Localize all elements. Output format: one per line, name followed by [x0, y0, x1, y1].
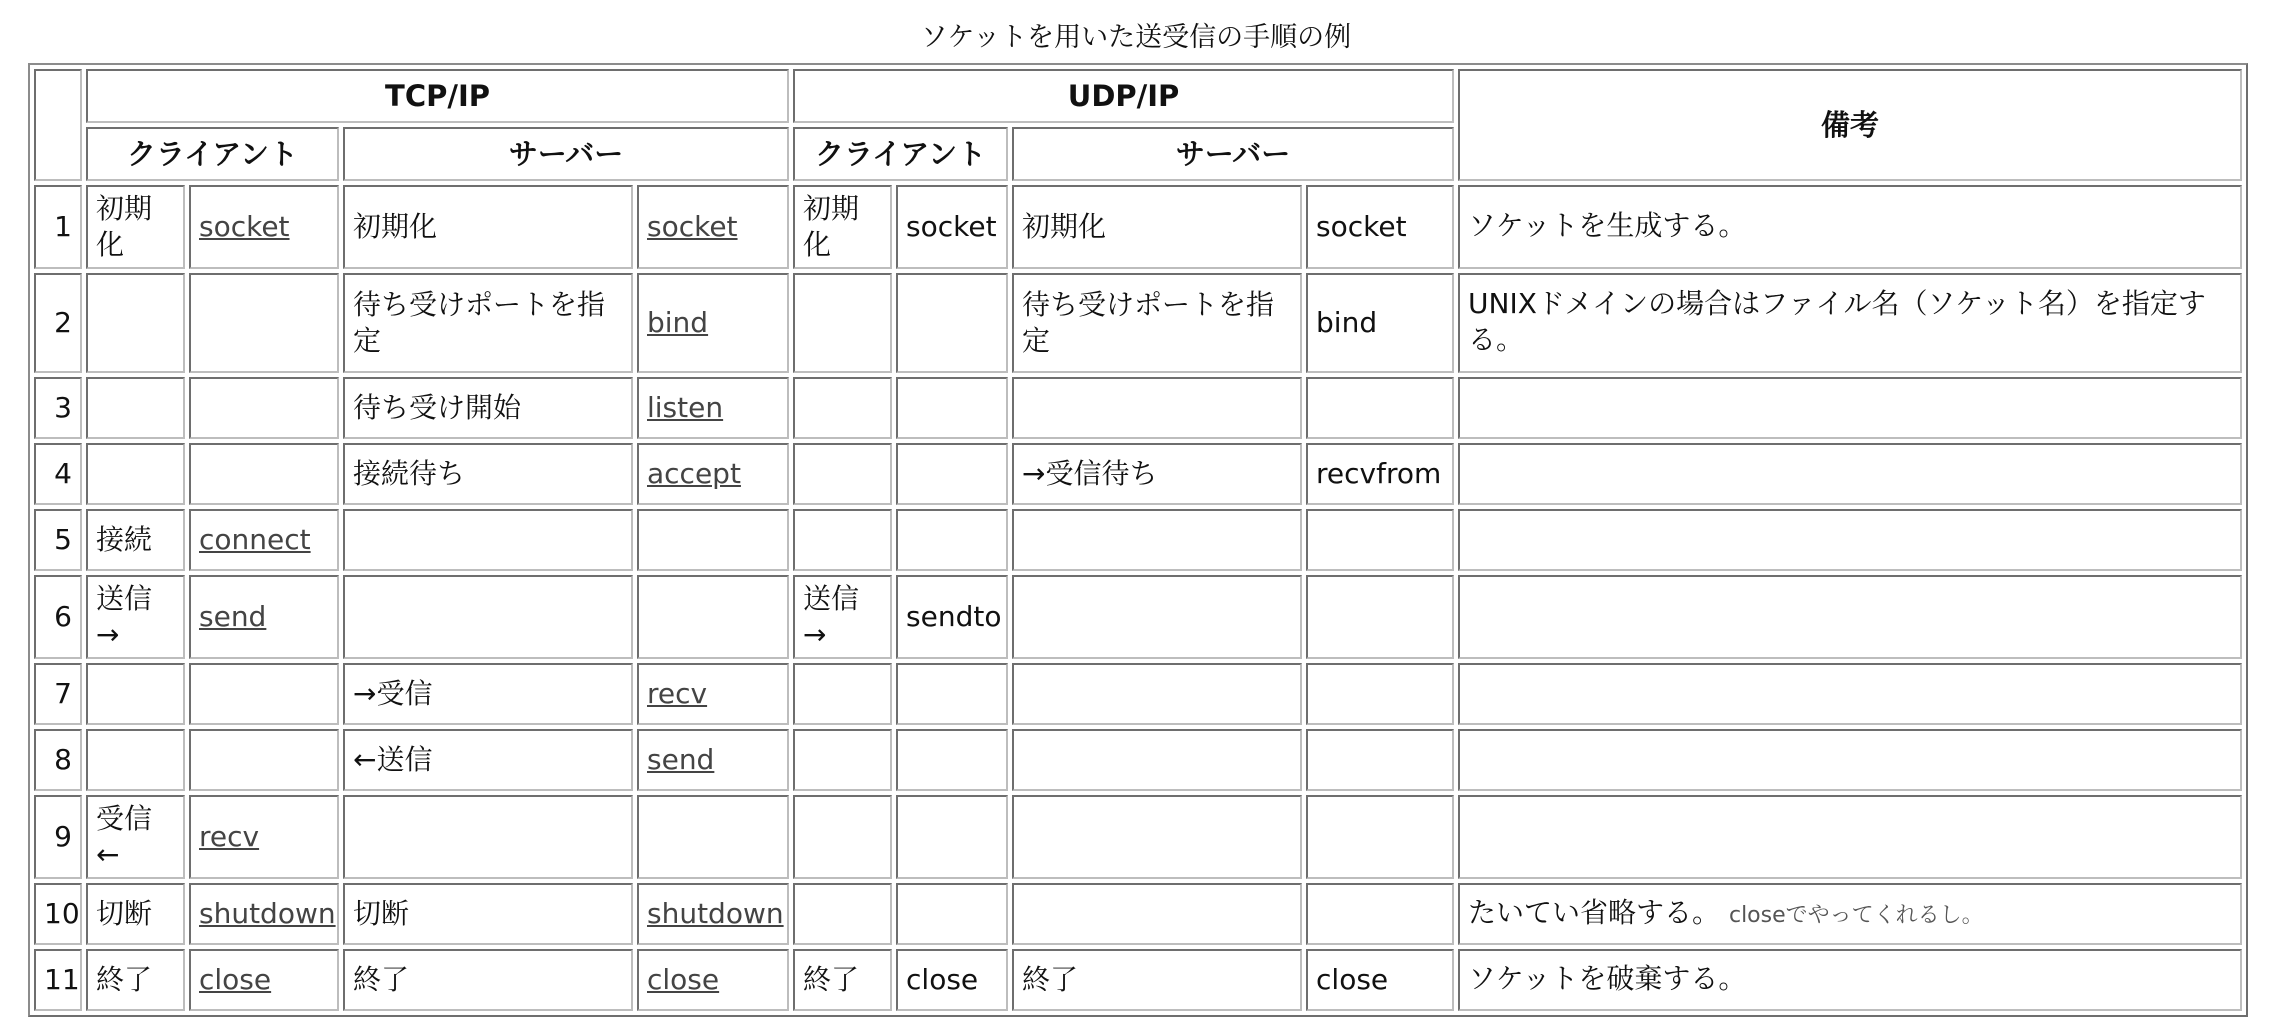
udp-client-function	[896, 663, 1008, 725]
tcp-client-function-link[interactable]: recv	[199, 820, 260, 853]
udp-client-function: close	[896, 949, 1008, 1011]
tcp-client-step	[86, 663, 185, 725]
tcp-client-step: 初期化	[86, 185, 185, 269]
tcp-client-step: 受信←	[86, 795, 185, 879]
tcp-client-step	[86, 377, 185, 439]
tcp-client-function	[189, 883, 339, 945]
remarks-cell	[1458, 273, 2242, 373]
udp-server-function	[1306, 575, 1454, 659]
udp-server-function	[1306, 883, 1454, 945]
udp-client-step	[793, 883, 892, 945]
remarks-text: たいてい省略する。	[1468, 895, 1721, 929]
tcp-client-function-link[interactable]: socket	[199, 210, 290, 243]
udp-server-step	[1012, 663, 1302, 725]
udp-client-step: 送信→	[793, 575, 892, 659]
tcp-server-step	[343, 795, 633, 879]
tcp-server-function	[637, 377, 789, 439]
udp-client-function	[896, 377, 1008, 439]
tcp-client-step: 終了	[86, 949, 185, 1011]
tcp-client-function	[189, 185, 339, 269]
table-row	[34, 795, 2242, 879]
udp-server-function: socket	[1306, 185, 1454, 269]
udp-client-step: 初期化	[793, 185, 892, 269]
tcp-client-step	[86, 273, 185, 373]
udp-client-step	[793, 443, 892, 505]
table-row	[34, 883, 2242, 945]
udp-server-function	[1306, 729, 1454, 791]
socket-procedure-table	[28, 63, 2248, 1017]
table-row	[34, 729, 2242, 791]
udp-client-function: sendto	[896, 575, 1008, 659]
step-number: 2	[34, 273, 82, 373]
tcp-server-function-link[interactable]: accept	[647, 457, 741, 490]
tcp-client-function-link[interactable]: send	[199, 600, 267, 633]
tcp-client-step	[86, 443, 185, 505]
udp-server-header: サーバー	[1012, 127, 1454, 181]
tcp-server-function-link[interactable]: close	[647, 963, 720, 996]
udp-server-function	[1306, 509, 1454, 571]
tcp-server-step	[343, 575, 633, 659]
tcp-client-function	[189, 663, 339, 725]
tcp-server-header: サーバー	[343, 127, 789, 181]
tcp-server-function	[637, 883, 789, 945]
tcp-server-function-link[interactable]: socket	[647, 210, 738, 243]
udp-client-function	[896, 729, 1008, 791]
tcp-server-function	[637, 949, 789, 1011]
udp-server-function: close	[1306, 949, 1454, 1011]
step-number: 4	[34, 443, 82, 505]
udp-client-function	[896, 273, 1008, 373]
udp-server-step: 待ち受けポートを指定	[1012, 273, 1302, 373]
udp-server-function	[1306, 795, 1454, 879]
remarks-cell	[1458, 663, 2242, 725]
tcp-client-header: クライアント	[86, 127, 339, 181]
udp-server-step: 終了	[1012, 949, 1302, 1011]
tcp-header: TCP/IP	[86, 69, 789, 123]
table-row	[34, 273, 2242, 373]
tcp-client-function	[189, 273, 339, 373]
step-number: 9	[34, 795, 82, 879]
tcp-server-step: 初期化	[343, 185, 633, 269]
udp-client-function: socket	[896, 185, 1008, 269]
table-row	[34, 185, 2242, 269]
tcp-server-function	[637, 273, 789, 373]
udp-client-step	[793, 509, 892, 571]
step-number: 6	[34, 575, 82, 659]
table-row	[34, 663, 2242, 725]
step-number: 10	[34, 883, 82, 945]
remarks-cell	[1458, 443, 2242, 505]
tcp-server-step: 待ち受けポートを指定	[343, 273, 633, 373]
udp-server-step	[1012, 575, 1302, 659]
remarks-cell	[1458, 509, 2242, 571]
remarks-text: ソケットを破棄する。	[1468, 961, 1747, 995]
tcp-server-function-link[interactable]: recv	[647, 677, 708, 710]
remarks-cell	[1458, 575, 2242, 659]
udp-client-step	[793, 663, 892, 725]
tcp-client-function	[189, 949, 339, 1011]
remarks-text: ソケットを生成する。	[1468, 208, 1747, 242]
udp-server-step: →受信待ち	[1012, 443, 1302, 505]
udp-client-step	[793, 377, 892, 439]
udp-client-step	[793, 273, 892, 373]
tcp-server-step	[343, 509, 633, 571]
udp-client-header: クライアント	[793, 127, 1008, 181]
udp-server-function	[1306, 663, 1454, 725]
table-row	[34, 509, 2242, 571]
step-number: 7	[34, 663, 82, 725]
step-number: 3	[34, 377, 82, 439]
tcp-client-function	[189, 443, 339, 505]
tcp-server-function	[637, 575, 789, 659]
tcp-client-function	[189, 377, 339, 439]
udp-server-step	[1012, 883, 1302, 945]
table-row	[34, 949, 2242, 1011]
step-number: 5	[34, 509, 82, 571]
tcp-client-step: 接続	[86, 509, 185, 571]
udp-server-step	[1012, 509, 1302, 571]
udp-client-step	[793, 795, 892, 879]
remarks-cell	[1458, 729, 2242, 791]
tcp-server-step: 終了	[343, 949, 633, 1011]
udp-header: UDP/IP	[793, 69, 1454, 123]
table-row	[34, 575, 2242, 659]
table-row	[34, 443, 2242, 505]
udp-client-function	[896, 795, 1008, 879]
tcp-server-function	[637, 509, 789, 571]
remarks-text: UNIXドメインの場合はファイル名（ソケット名）を指定する。	[1468, 286, 2206, 356]
tcp-server-function-link[interactable]: listen	[647, 391, 724, 424]
remarks-cell	[1458, 185, 2242, 269]
udp-server-step	[1012, 729, 1302, 791]
table-row	[34, 377, 2242, 439]
corner-header-cell	[34, 69, 82, 181]
tcp-server-step: →受信	[343, 663, 633, 725]
tcp-client-step: 切断	[86, 883, 185, 945]
tcp-server-function	[637, 185, 789, 269]
tcp-server-function	[637, 795, 789, 879]
step-number: 8	[34, 729, 82, 791]
tcp-client-function-link[interactable]: shutdown	[199, 897, 336, 930]
udp-server-step	[1012, 795, 1302, 879]
udp-client-function	[896, 509, 1008, 571]
udp-client-step	[793, 729, 892, 791]
tcp-client-function	[189, 729, 339, 791]
tcp-server-function-link[interactable]: shutdown	[647, 897, 784, 930]
tcp-server-function-link[interactable]: send	[647, 743, 715, 776]
udp-client-function	[896, 443, 1008, 505]
remarks-cell	[1458, 883, 2242, 945]
tcp-server-function	[637, 443, 789, 505]
tcp-client-step: 送信→	[86, 575, 185, 659]
udp-server-step: 初期化	[1012, 185, 1302, 269]
udp-server-function: recvfrom	[1306, 443, 1454, 505]
tcp-server-function-link[interactable]: bind	[647, 306, 709, 339]
remarks-header: 備考	[1458, 69, 2242, 181]
tcp-client-function	[189, 575, 339, 659]
remarks-small-text: closeでやってくれるし。	[1728, 902, 1984, 928]
udp-server-function	[1306, 377, 1454, 439]
tcp-server-step: 待ち受け開始	[343, 377, 633, 439]
table-body	[34, 185, 2242, 1011]
remarks-cell	[1458, 377, 2242, 439]
remarks-cell	[1458, 795, 2242, 879]
tcp-server-step: ←送信	[343, 729, 633, 791]
tcp-server-function	[637, 663, 789, 725]
udp-server-function: bind	[1306, 273, 1454, 373]
tcp-server-step: 接続待ち	[343, 443, 633, 505]
udp-client-step: 終了	[793, 949, 892, 1011]
tcp-server-function	[637, 729, 789, 791]
table-container	[28, 63, 2244, 1017]
tcp-server-step: 切断	[343, 883, 633, 945]
step-number: 11	[34, 949, 82, 1011]
tcp-client-function-link[interactable]: connect	[199, 523, 311, 556]
udp-client-function	[896, 883, 1008, 945]
udp-server-step	[1012, 377, 1302, 439]
tcp-client-function	[189, 509, 339, 571]
tcp-client-step	[86, 729, 185, 791]
tcp-client-function-link[interactable]: close	[199, 963, 272, 996]
table-caption: ソケットを用いた送受信の手順の例	[920, 22, 1352, 53]
step-number: 1	[34, 185, 82, 269]
remarks-cell	[1458, 949, 2242, 1011]
tcp-client-function	[189, 795, 339, 879]
